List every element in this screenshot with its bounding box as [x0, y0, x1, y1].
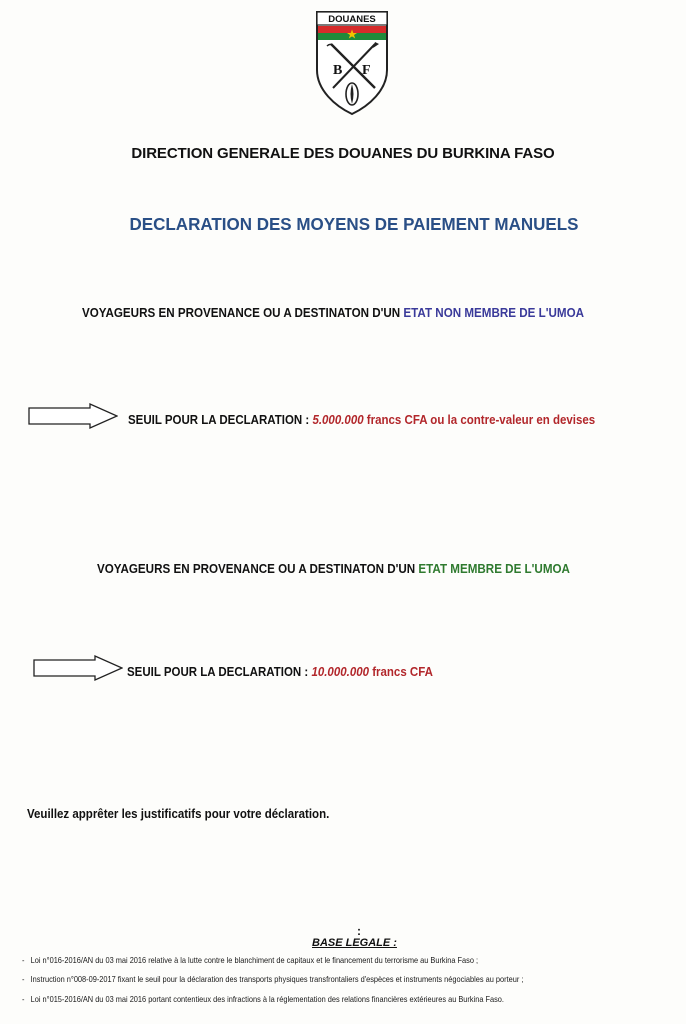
legal-basis-title: BASE LEGALE :: [312, 937, 397, 949]
customs-emblem: [313, 8, 391, 118]
legal-item: - Instruction n°008-09-2017 fixant le seuil pour la déclaration des transports physiques transfrontaliers d'espèces et instruments négociables au porteur ;: [22, 974, 524, 984]
threshold-amount: 10.000.000: [311, 665, 370, 679]
member-prefix: VOYAGEURS EN PROVENANCE OU A DESTINATON D'UN: [97, 562, 416, 576]
arrow-right-icon: [33, 655, 123, 681]
organisation-heading: DIRECTION GENERALE DES DOUANES DU BURKINA FASO: [131, 145, 555, 162]
emblem-letter-b: B: [333, 63, 343, 78]
non-member-travellers-heading: [82, 306, 584, 320]
non-member-etat: ETAT: [403, 306, 433, 320]
threshold-currency: francs CFA: [372, 665, 433, 679]
non-member-threshold: [128, 413, 595, 427]
threshold-label: SEUIL POUR LA DECLARATION :: [127, 665, 309, 679]
non-member-prefix: VOYAGEURS EN PROVENANCE OU A DESTINATON D'UN: [82, 306, 401, 320]
threshold-label: SEUIL POUR LA DECLARATION :: [128, 413, 310, 427]
document-title: DECLARATION DES MOYENS DE PAIEMENT MANUELS: [129, 214, 579, 235]
non-member-suffix: NON MEMBRE DE L'UMOA: [435, 306, 585, 320]
legal-colon: :: [357, 924, 361, 938]
legal-item: - Loi n°016-2016/AN du 03 mai 2016 relative à la lutte contre le blanchiment de capitaux et le financement du terrorisme au Burkina Faso ;: [22, 955, 479, 965]
emblem-title: DOUANES: [328, 14, 376, 25]
threshold-amount: 5.000.000: [312, 413, 364, 427]
arrow-right-icon: [28, 403, 118, 429]
member-etat: ETAT MEMBRE DE L'UMOA: [418, 562, 570, 576]
member-threshold: [127, 665, 433, 679]
instruction-text: Veuillez apprêter les justificatifs pour votre déclaration.: [27, 807, 330, 821]
legal-item: - Loi n°015-2016/AN du 03 mai 2016 portant contentieux des infractions à la réglementation des relations financières extérieures au Burkina Faso.: [22, 994, 504, 1004]
emblem-letter-f: F: [362, 63, 371, 78]
member-travellers-heading: [97, 562, 570, 576]
threshold-currency: francs CFA ou la contre-valeur en devises: [366, 413, 596, 427]
